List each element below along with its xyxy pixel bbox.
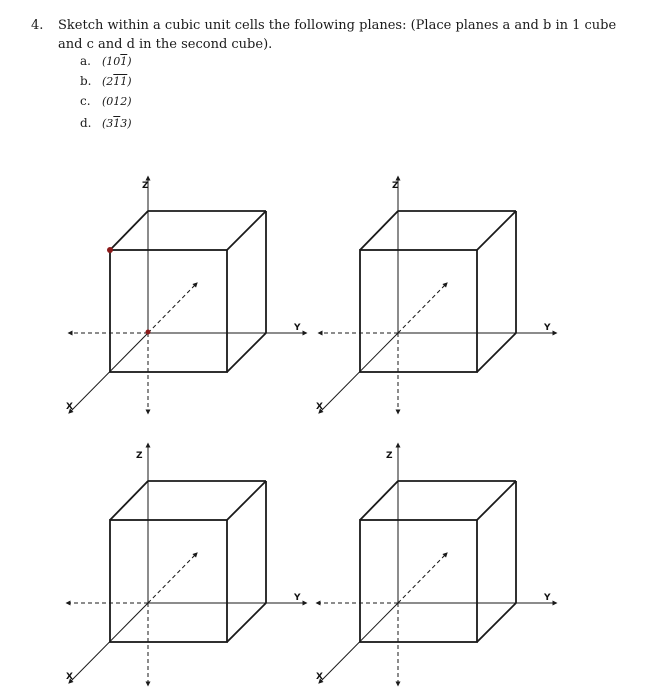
cube-diagram-2	[316, 178, 555, 412]
cube-edge	[477, 211, 516, 250]
x-axis-label: X	[316, 402, 323, 412]
origin-marker	[146, 330, 151, 335]
z-axis-label: Z	[392, 181, 399, 191]
cube-edge	[227, 481, 266, 520]
cube-edge	[227, 333, 266, 372]
cube-edge	[227, 211, 266, 250]
neg-x-axis	[398, 284, 446, 333]
option-miller-index: (313)	[102, 117, 132, 130]
question-number: 4.	[31, 18, 44, 33]
x-axis-label: X	[316, 672, 323, 682]
option-label: c.	[80, 94, 91, 108]
neg-x-axis	[148, 284, 196, 333]
neg-x-axis	[148, 554, 196, 603]
neg-x-axis	[398, 554, 446, 603]
option-miller-index: (101)	[102, 55, 132, 68]
z-axis-label: Z	[136, 451, 143, 461]
cube-edge	[477, 603, 516, 642]
y-axis-label: Y	[294, 593, 301, 603]
x-axis-label: X	[66, 672, 73, 682]
z-axis-label: Z	[386, 451, 393, 461]
cube-edge	[360, 481, 398, 520]
option-miller-index: (211)	[102, 75, 132, 88]
y-axis-label: Y	[544, 323, 551, 333]
cube-diagram-3	[66, 445, 305, 684]
cube-edge	[110, 211, 148, 250]
cube-edge	[477, 481, 516, 520]
option-label: b.	[80, 74, 92, 88]
y-axis-label: Y	[294, 323, 301, 333]
z-axis-label: Z	[142, 181, 149, 191]
question-text: Sketch within a cubic unit cells the following planes: (Place planes a and b in 1 cube and c and d in the second cube).	[58, 18, 617, 52]
cube-diagram-4	[316, 445, 555, 684]
option-miller-index: (012)	[102, 95, 132, 108]
option-label: a.	[80, 54, 91, 68]
cube-edge	[110, 481, 148, 520]
corner-marker	[107, 247, 113, 253]
option-label: d.	[80, 116, 92, 130]
x-axis-label: X	[66, 402, 73, 412]
cube-edge	[227, 603, 266, 642]
cube-edge	[477, 333, 516, 372]
y-axis-label: Y	[544, 593, 551, 603]
cube-edge	[360, 211, 398, 250]
cube-diagram-1	[66, 178, 305, 412]
